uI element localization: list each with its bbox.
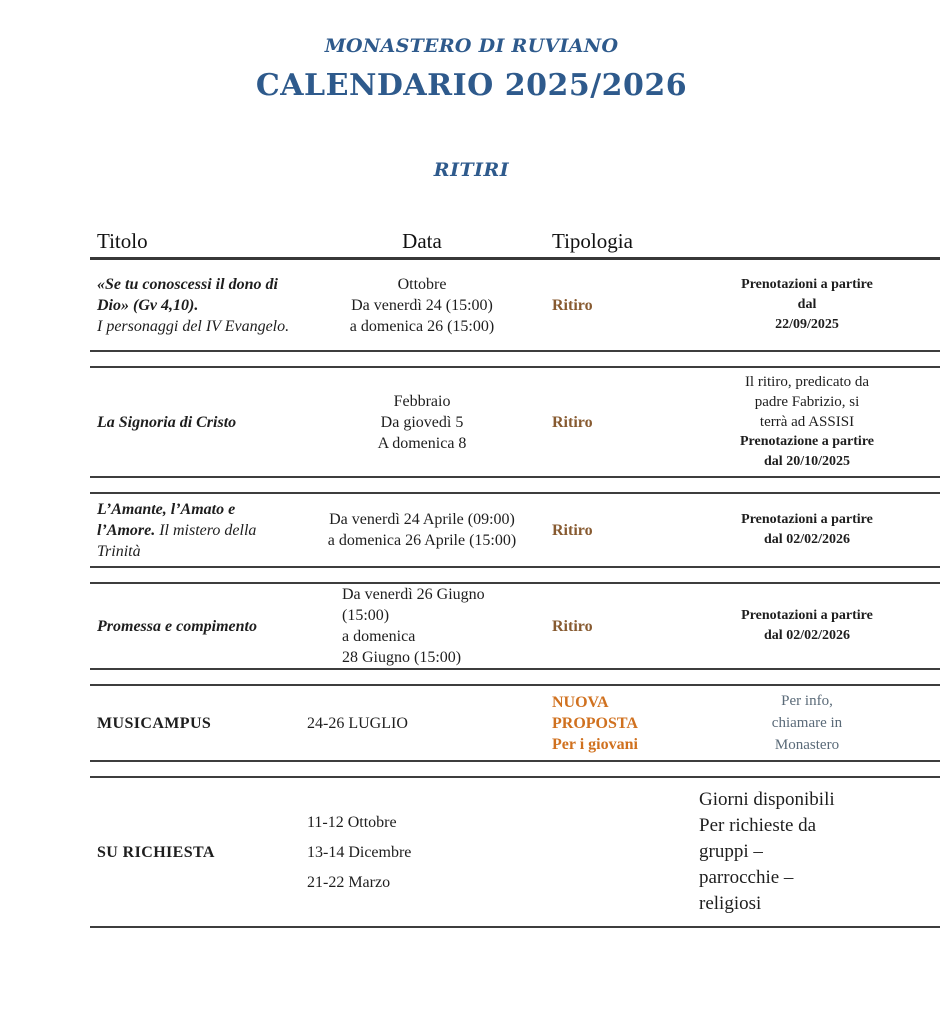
retreat-title: L’Amante, l’Amato e l’Amore. bbox=[97, 500, 236, 539]
table-row bbox=[90, 684, 940, 762]
column-header-tipologia: Tipologia bbox=[552, 229, 633, 253]
retreat-title-cell bbox=[90, 499, 302, 562]
retreat-date-cell bbox=[302, 713, 542, 734]
type-label: Ritiro bbox=[552, 296, 593, 314]
retreat-date-cell bbox=[302, 803, 542, 902]
note-line: dal 02/02/2026 bbox=[764, 628, 850, 643]
table-row bbox=[90, 776, 940, 928]
retreat-title-cell bbox=[90, 616, 302, 637]
note-line: Per info, bbox=[781, 693, 833, 709]
page-title: CALENDARIO 2025/2026 bbox=[255, 68, 688, 103]
date-line: Da giovedì 5 bbox=[380, 413, 464, 431]
date-line: 24-26 LUGLIO bbox=[307, 714, 408, 732]
date-line: Da venerdì 26 Giugno bbox=[342, 586, 485, 603]
note-line: terrà ad ASSISI bbox=[759, 414, 855, 430]
retreat-note-cell bbox=[674, 783, 940, 921]
date-line: a domenica 26 (15:00) bbox=[349, 317, 495, 335]
table-header-row bbox=[90, 228, 940, 260]
note-line: parrocchie – bbox=[699, 867, 794, 888]
note-line: Prenotazione a partire bbox=[739, 434, 874, 449]
column-header-titolo: Titolo bbox=[97, 229, 148, 253]
retreat-title-cell bbox=[90, 412, 302, 433]
retreat-note-cell bbox=[674, 271, 940, 339]
note-line: Prenotazioni a partire bbox=[741, 277, 873, 292]
retreat-date-cell bbox=[302, 274, 542, 337]
note-line: Il ritiro, predicato da bbox=[744, 374, 870, 390]
date-line: Febbraio bbox=[393, 392, 451, 410]
type-line: PROPOSTA bbox=[552, 714, 638, 732]
retreat-title: La Signoria di Cristo bbox=[97, 413, 237, 431]
date-line: a domenica bbox=[342, 628, 416, 645]
retreat-title-cell bbox=[90, 713, 302, 734]
retreat-title: «Se tu conoscessi il dono di Dio» (Gv 4,10). bbox=[97, 275, 278, 314]
note-line: padre Fabrizio, si bbox=[754, 394, 860, 410]
type-label: Ritiro bbox=[552, 413, 593, 431]
note-line: religiosi bbox=[699, 893, 762, 914]
retreat-title: MUSICAMPUS bbox=[97, 714, 212, 732]
column-header-empty bbox=[674, 228, 940, 254]
note-line: dal 02/02/2026 bbox=[764, 532, 850, 547]
retreat-date-cell bbox=[302, 509, 542, 551]
section-title-ritiri: RITIRI bbox=[433, 159, 510, 181]
retreat-subtitle: I personaggi del IV Evangelo. bbox=[97, 317, 290, 335]
date-line: Da venerdì 24 (15:00) bbox=[351, 296, 493, 314]
retreat-date-cell bbox=[302, 584, 542, 668]
note-line: 22/09/2025 bbox=[775, 317, 839, 332]
retreat-title: SU RICHIESTA bbox=[97, 843, 215, 861]
ritiri-table bbox=[90, 228, 940, 928]
note-line: dal 20/10/2025 bbox=[764, 454, 850, 469]
retreat-subtitle: Il mistero della Trinità bbox=[97, 521, 257, 560]
note-line: dal bbox=[797, 297, 817, 312]
retreat-type-cell bbox=[542, 616, 674, 637]
table-row bbox=[90, 492, 940, 568]
type-label: Ritiro bbox=[552, 521, 593, 539]
retreat-title-cell bbox=[90, 842, 302, 863]
column-header-data: Data bbox=[402, 229, 442, 253]
type-line: Per i giovani bbox=[552, 735, 638, 753]
date-line: Da venerdì 24 Aprile (09:00) bbox=[329, 511, 515, 528]
retreat-title: Promessa e compimento bbox=[97, 617, 257, 635]
date-line: 21-22 Marzo bbox=[307, 873, 391, 891]
date-line: 28 Giugno (15:00) bbox=[342, 649, 462, 666]
table-row bbox=[90, 366, 940, 478]
date-line: Ottobre bbox=[397, 275, 447, 293]
note-line: Prenotazioni a partire bbox=[741, 608, 873, 623]
table-row bbox=[90, 582, 940, 670]
date-line: a domenica 26 Aprile (15:00) bbox=[327, 532, 517, 549]
date-line: (15:00) bbox=[342, 607, 390, 624]
retreat-type-cell bbox=[542, 692, 674, 755]
monastery-name: MONASTERO DI RUVIANO bbox=[324, 35, 619, 57]
document-header bbox=[0, 0, 943, 182]
type-label: Ritiro bbox=[552, 617, 593, 635]
table-row bbox=[90, 260, 940, 352]
note-line: Prenotazioni a partire bbox=[741, 512, 873, 527]
note-line: gruppi – bbox=[699, 841, 763, 862]
retreat-note-cell bbox=[674, 506, 940, 554]
retreat-type-cell bbox=[542, 295, 674, 316]
retreat-type-cell bbox=[542, 412, 674, 433]
retreat-note-cell bbox=[674, 602, 940, 650]
retreat-type-cell bbox=[542, 520, 674, 541]
retreat-date-cell bbox=[302, 391, 542, 454]
date-line: 11-12 Ottobre bbox=[307, 813, 397, 831]
retreat-title-cell bbox=[90, 274, 302, 337]
note-line: Per richieste da bbox=[699, 815, 817, 836]
note-line: Giorni disponibili bbox=[699, 789, 835, 810]
date-line: A domenica 8 bbox=[377, 434, 467, 452]
date-line: 13-14 Dicembre bbox=[307, 843, 412, 861]
type-line: NUOVA bbox=[552, 693, 609, 711]
retreat-note-cell bbox=[674, 686, 940, 760]
note-line: Monastero bbox=[774, 737, 840, 753]
retreat-note-cell bbox=[674, 368, 940, 476]
note-line: chiamare in bbox=[771, 715, 843, 731]
